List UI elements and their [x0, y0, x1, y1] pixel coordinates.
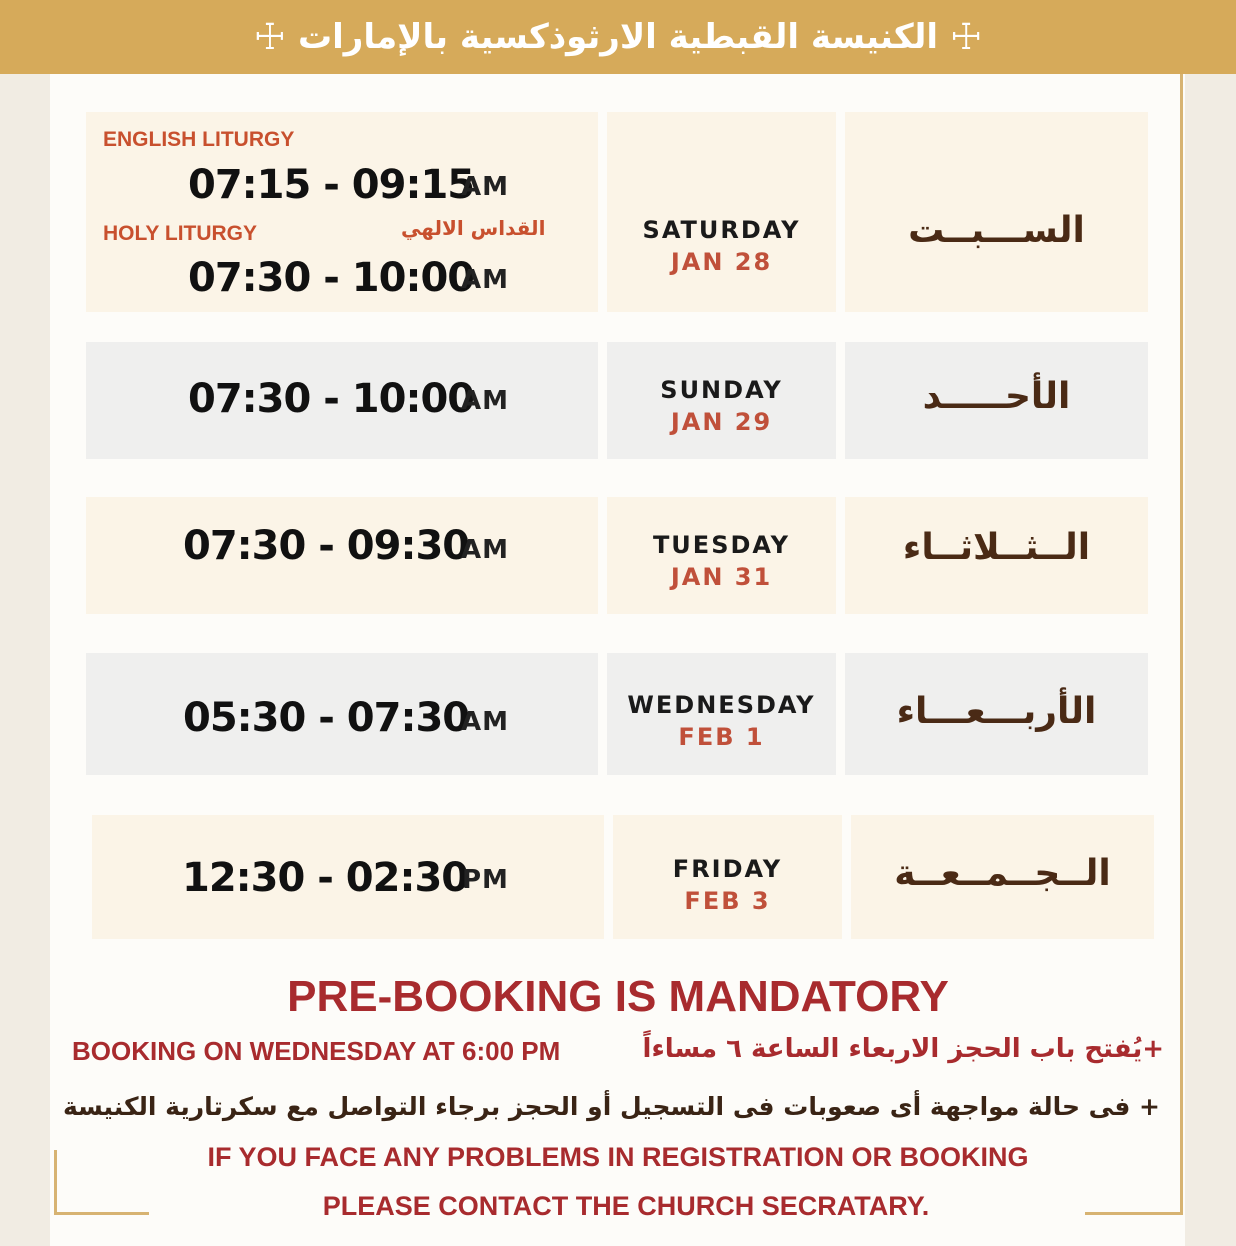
- arabic-day-name: الأحـــــد: [922, 376, 1071, 417]
- time-cell-sunday: [86, 342, 598, 459]
- time-period: AM: [461, 535, 509, 565]
- problems-english-line-1: IF YOU FACE ANY PROBLEMS IN REGISTRATION OR BOOKING: [207, 1142, 1029, 1172]
- time-range: 07:30 - 09:30: [183, 523, 470, 569]
- time-period: AM: [461, 386, 509, 416]
- arabic-day-cell-tuesday: [845, 497, 1148, 614]
- day-cell-friday: [613, 815, 842, 939]
- arabic-day-cell-wednesday: [845, 653, 1148, 775]
- day-cell-sunday: [607, 342, 836, 459]
- time-cell-friday: [92, 815, 604, 939]
- day-name: SATURDAY: [642, 216, 801, 244]
- time-cell-wednesday: [86, 653, 598, 775]
- booking-time-arabic: +يُفتح باب الحجز الاربعاء الساعة ٦ مساءاً: [642, 1034, 1164, 1064]
- day-date: JAN 28: [670, 248, 773, 276]
- problems-arabic: + فى حالة مواجهة أى صعوبات فى التسجيل أو الحجز برجاء التواصل مع سكرتارية الكنيسة: [62, 1092, 1160, 1121]
- day-name: SUNDAY: [660, 376, 783, 404]
- day-name: TUESDAY: [652, 531, 791, 559]
- arabic-day-name: الســـبــت: [908, 210, 1085, 251]
- holy-liturgy-label: HOLY LITURGY: [103, 222, 258, 245]
- time-period: AM: [461, 172, 509, 202]
- arabic-day-cell-saturday: [845, 112, 1148, 312]
- time-range: 07:15 - 09:15: [188, 162, 475, 208]
- problems-english-line-2: PLEASE CONTACT THE CHURCH SECRATARY.: [322, 1191, 930, 1221]
- header-banner: [0, 0, 1236, 74]
- time-cell-saturday: [86, 112, 598, 312]
- day-name: WEDNESDAY: [627, 691, 816, 719]
- arabic-day-cell-friday: [851, 815, 1154, 939]
- frame-line: [1180, 74, 1183, 1214]
- arabic-day-name: الــجــمــعــة: [894, 853, 1111, 894]
- day-date: JAN 31: [670, 563, 773, 591]
- arabic-day-cell-sunday: [845, 342, 1148, 459]
- time-range: 05:30 - 07:30: [183, 695, 470, 741]
- arabic-day-name: الأربـــعـــاء: [896, 691, 1097, 732]
- time-period: AM: [461, 707, 509, 737]
- day-date: FEB 1: [678, 723, 765, 751]
- coptic-cross-icon: ☩: [253, 16, 286, 58]
- arabic-day-name: الــثــلاثــاء: [902, 527, 1091, 568]
- time-period: PM: [462, 865, 509, 895]
- prebooking-mandatory-heading: PRE-BOOKING IS MANDATORY: [287, 972, 949, 1021]
- time-range: 12:30 - 02:30: [182, 855, 469, 901]
- time-period: AM: [461, 265, 509, 295]
- time-cell-tuesday: [86, 497, 598, 614]
- time-range: 07:30 - 10:00: [188, 255, 475, 301]
- day-cell-tuesday: [607, 497, 836, 614]
- time-range: 07:30 - 10:00: [188, 376, 475, 422]
- holy-liturgy-arabic-label: القداس الالهي: [401, 216, 546, 240]
- coptic-cross-icon: ☩: [950, 16, 983, 58]
- english-liturgy-label: ENGLISH LITURGY: [103, 128, 295, 151]
- day-date: FEB 3: [684, 887, 771, 915]
- day-cell-saturday: [607, 112, 836, 312]
- church-title: الكنيسة القبطية الارثوذكسية بالإمارات: [297, 17, 939, 57]
- day-date: JAN 29: [670, 408, 773, 436]
- day-name: FRIDAY: [672, 855, 783, 883]
- day-cell-wednesday: [607, 653, 836, 775]
- booking-time-english: BOOKING ON WEDNESDAY AT 6:00 PM: [72, 1036, 561, 1066]
